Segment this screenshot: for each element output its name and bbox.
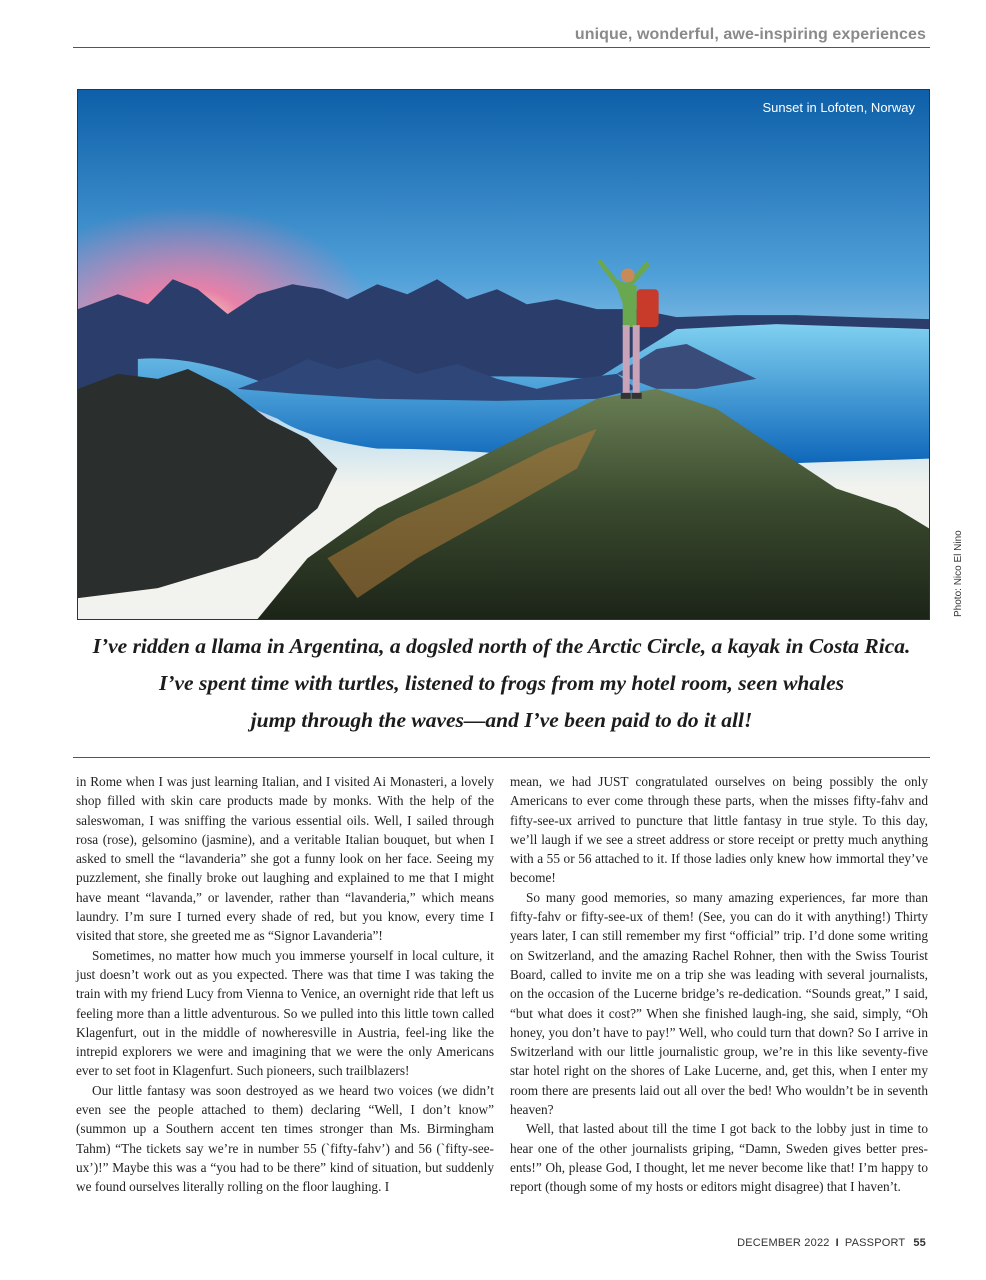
body-paragraph: So many good memories, so many amazing experiences, far more than fifty-fahv or fifty-see-ux of them! (See, you can do it with anything!) Thirty years later, I can still remember my first “official” trip. I’d done some writing on Switzerland, and the amazing Rachel Rohner, then with the Swiss Tourist Board, called to invite me on a trip she was leading with several journalists, on the occasion of the Lucerne bridge’s re-dedication. “Sounds great,” I said, “but what does it cost?” When she finished laugh-ing, she said, simply, “Oh honey, you don’t have to pay!” Well, who could turn that down? So I arrive in Switzerland with our little journalistic group, we’re in this like seventy-five star hotel right on the shores of Lake Lucerne, and, get this, when I enter my room there are presents laid out all over the bed! Who wouldn’t be in seventh heaven?: [510, 889, 928, 1118]
body-paragraph: in Rome when I was just learning Italian, and I visited Ai Monasteri, a lovely shop filled with skin care products made by monks. With the help of the saleswoman, I was sniffing the various essential oils. Well, I sailed through rosa (rose), gelsomino (jasmine), and a veritable Italian bouquet, but when I asked to smell the “lavanderia” she got a funny look on her face. Seeing my puzzlement, she finally broke out laughing and explained to me that I might have meant “lavanda,” or lavender, rather than “lavanderia,” which means laundry. I’m sure I turned every shade of red, but you know, every time I visited that store, she greeted me as “Signor Lavanderia”!: [76, 774, 494, 944]
photo-caption: Sunset in Lofoten, Norway: [762, 100, 915, 115]
body-paragraph: Our little fantasy was soon destroyed as we heard two voices (we didn’t even see the people attached to them) declaring “Well, I don’t know” (summon up a Southern accent ten times stronger than Ms. Birmingham Tahm) “The tickets say we’re in number 55 (`fifty-fahv’) and 56 (`fifty-see-ux’)!” Maybe this was a “you had to be there” kind of situation, but suddenly we found ourselves literally rolling on the floor laughing. I: [76, 1082, 494, 1195]
magazine-name: PASSPORT: [844, 1237, 906, 1249]
page-number: 55: [913, 1237, 926, 1249]
pull-quote: [73, 628, 930, 739]
photo-credit: Photo: Nico El Nino: [953, 530, 964, 617]
body-paragraph: mean, we had JUST congratulated ourselves on being possibly the only Americans to ever come through these parts, when the misses fifty-fahv and fifty-see-ux arrived to puncture that little fantasy in true style. To this day, we’ll laugh if we see a street address or store receipt or pretty much anything with a 55 or 56 attached to it. If those ladies only knew how immortal they’ve become!: [510, 774, 928, 886]
body-column-right: [510, 772, 928, 1197]
pull-quote-line: jump through the waves—and I’ve been paid to do it all!: [250, 708, 753, 732]
lofoten-landscape-image: [78, 90, 929, 619]
page-footer: [737, 1237, 926, 1249]
section-kicker: unique, wonderful, awe-inspiring experiences: [574, 26, 926, 43]
header-divider: [73, 47, 930, 48]
pull-quote-line: I’ve spent time with turtles, listened to frogs from my hotel room, seen whales: [158, 671, 845, 695]
issue-date: DECEMBER 2022: [737, 1237, 830, 1249]
feature-photo: [77, 89, 930, 620]
body-paragraph: Well, that lasted about till the time I got back to the lobby just in time to hear one of the other journalists griping, “Damn, Sweden gives better pres-ents!” Oh, please God, I thought, let me never become like that! I’m happy to report (though some of my hosts or editors might disagree) that I haven’t.: [510, 1121, 928, 1195]
body-paragraph: Sometimes, no matter how much you immerse yourself in local culture, it just doesn’t work out as you expected. There was that time I was taking the train with my friend Lucy from Vienna to Venice, an overnight ride that left us feeling more than a little adventurous. So we pulled into this little town called Klagenfurt, out in the middle of nowheresville in Austria, feel-ing like the intrepid explorers we were and imagining that we were the only Americans ever to set foot in Klagenfurt. Such pioneers, such trailblazers!: [76, 947, 494, 1079]
body-column-left: [76, 772, 494, 1197]
pull-quote-divider: [73, 757, 930, 758]
footer-separator: I: [835, 1237, 839, 1249]
pull-quote-line: I’ve ridden a llama in Argentina, a dogsled north of the Arctic Circle, a kayak in Costa Rica.: [92, 634, 911, 658]
